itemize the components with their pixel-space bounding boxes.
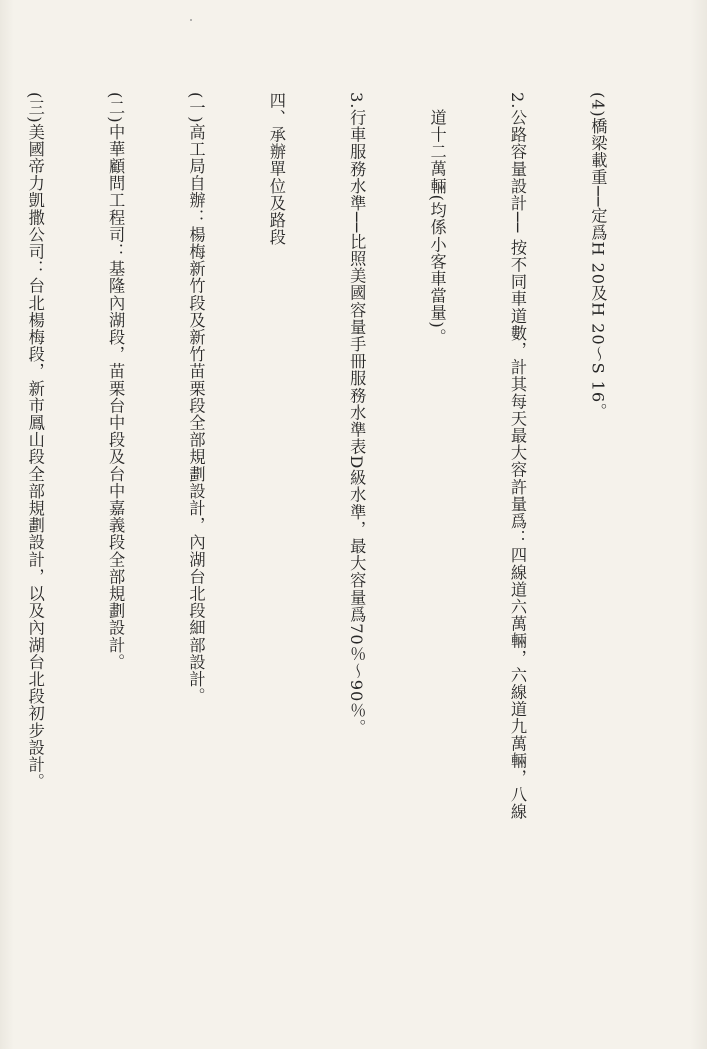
road-capacity-design-cont: 道十二萬輛(均係小客車當量)。: [427, 92, 447, 346]
vertical-text-body: [24, 92, 664, 1004]
unit-item: (二)中華顧問工程司：基隆內湖段，苗栗台中段及台中嘉義段全部規劃設計。: [106, 92, 126, 671]
unit-item: (一)高工局自辦：楊梅新竹段及新竹苗栗段全部規劃設計，內湖台北段細部設計。: [186, 92, 206, 705]
bridge-load-spec: (4)橋梁載重──定爲H 20及H 20～S 16。: [588, 92, 608, 421]
section-heading-units: 四、承辦單位及路段: [266, 92, 286, 246]
road-capacity-design: 2.公路容量設計── 按不同車道數，計其每天最大容許量爲：四線道六萬輛，六線道九萬輛，八線: [508, 92, 528, 821]
paper-speck: [190, 19, 192, 21]
unit-item: (三)美國帝力凱撒公司：台北楊梅段，新市鳳山段全部規劃設計，以及內湖台北段初步設計。: [25, 92, 45, 791]
service-level-standard: 3.行車服務水準──比照美國容量手冊服務水準表D級水準，最大容量爲70％～90％。: [347, 92, 367, 737]
